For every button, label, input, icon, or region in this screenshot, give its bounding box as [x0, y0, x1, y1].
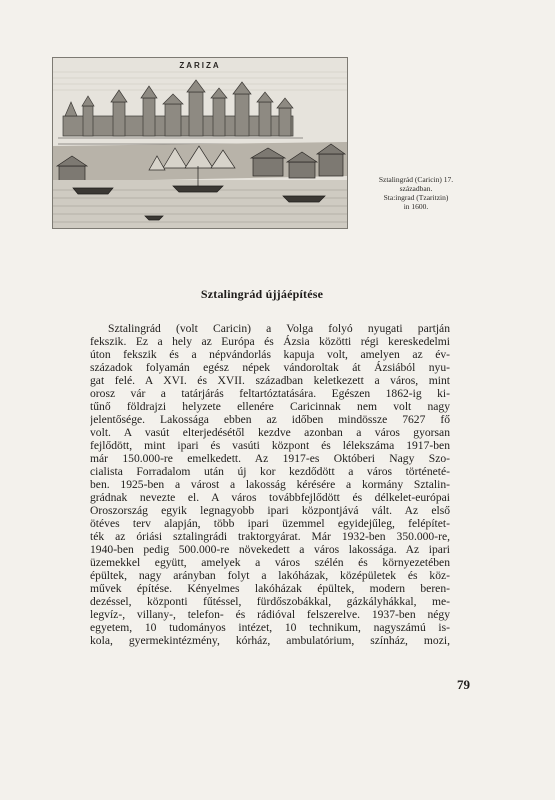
text-line: ték az óriási sztalingrádi traktorgyárat. Már 1932-ben 350.000-re,	[90, 530, 450, 543]
text-line: orosz vár a tatárjárás feltartóztatására. Egészen 1862-ig ki-	[90, 387, 450, 400]
text-line: Oroszország egyik legnagyobb ipari központjává vált. Az első	[90, 504, 450, 517]
text-line: művek építése. Kényelmes lakóházak épültek, modern beren-	[90, 582, 450, 595]
fortress-engraving-image	[53, 58, 347, 228]
section-heading: Sztalingrád újjáépítése	[200, 287, 324, 301]
figure-label: ZARIZA	[179, 61, 221, 70]
caption-line: században.	[399, 184, 433, 193]
fortress-engraving-illustration	[52, 57, 348, 229]
text-line: fejlődött, mint ipari és vasúti központ és lélekszáma 1917-ben	[90, 439, 450, 452]
caption-line: in 1600.	[403, 202, 429, 211]
text-line: kola, gyermekintézmény, kórház, ambulatórium, színház, mozi,	[90, 634, 450, 647]
text-line: már 150.000-re emelkedett. Az 1917-es Októberi Nagy Szo-	[90, 452, 450, 465]
text-line: Sztalingrád (volt Caricin) a Volga folyó nyugati partján	[108, 322, 450, 335]
text-line: tűnő földrajzi helyzete ellenére Caricinnak nem volt nagy	[90, 400, 450, 413]
text-line: volt. A vasút elterjedésétől kezdve azonban a város gyorsan	[90, 426, 450, 439]
page-number: 79	[457, 677, 470, 692]
text-line: dezéssel, központi fűtéssel, fürdőszobákkal, gázkályhákkal, me-	[90, 595, 450, 608]
text-line: fekszik. Ez a hely az Európa és Ázsia közötti régi kereskedelmi	[90, 335, 450, 348]
text-line: jelentősége. Lakossága ebben az időben mindössze 7627 fő	[90, 413, 450, 426]
text-line: gat felé. A XVI. és XVII. században keletkezett a város, mint	[90, 374, 450, 387]
text-line: legvíz-, villany-, telefon- és rádióval felszerelve. 1937-ben négy	[90, 608, 450, 621]
text-line: épültek, nagy arányban folyt a lakóházak, középületek és köz-	[90, 569, 450, 582]
text-line: századok folyamán egész népek vándoroltak át Ázsiából nyu-	[90, 361, 450, 374]
text-line: cialista Forradalom után új kor kezdődött a város történeté-	[90, 465, 450, 478]
text-line: üzemekkel együtt, amelyek a város szélén és környezetében	[90, 556, 450, 569]
body-text	[90, 322, 450, 647]
text-line: ötéves terv alapján, több ipari üzemmel egyidejűleg, felépítet-	[90, 517, 450, 530]
caption-line: Sztalingrád (Caricin) 17.	[378, 175, 454, 184]
text-line: úton fekszik és a népvándorlás kapuja volt, amelyen az év-	[90, 348, 450, 361]
figure-caption	[356, 175, 476, 211]
text-line: ben. 1925-ben a várost a lakosság kérésére a kormány Sztalin-	[90, 478, 450, 491]
text-line: grádnak nevezte el. A város továbbfejlődött és délkelet-európai	[90, 491, 450, 504]
text-line: egyetem, 10 tudományos intézet, 10 technikum, nagyszámú is-	[90, 621, 450, 634]
caption-line: Sta:ingrad (Tzaritzin)	[383, 193, 449, 202]
text-line: 1940-ben pedig 500.000-re növekedett a város lakossága. Az ipari	[90, 543, 450, 556]
